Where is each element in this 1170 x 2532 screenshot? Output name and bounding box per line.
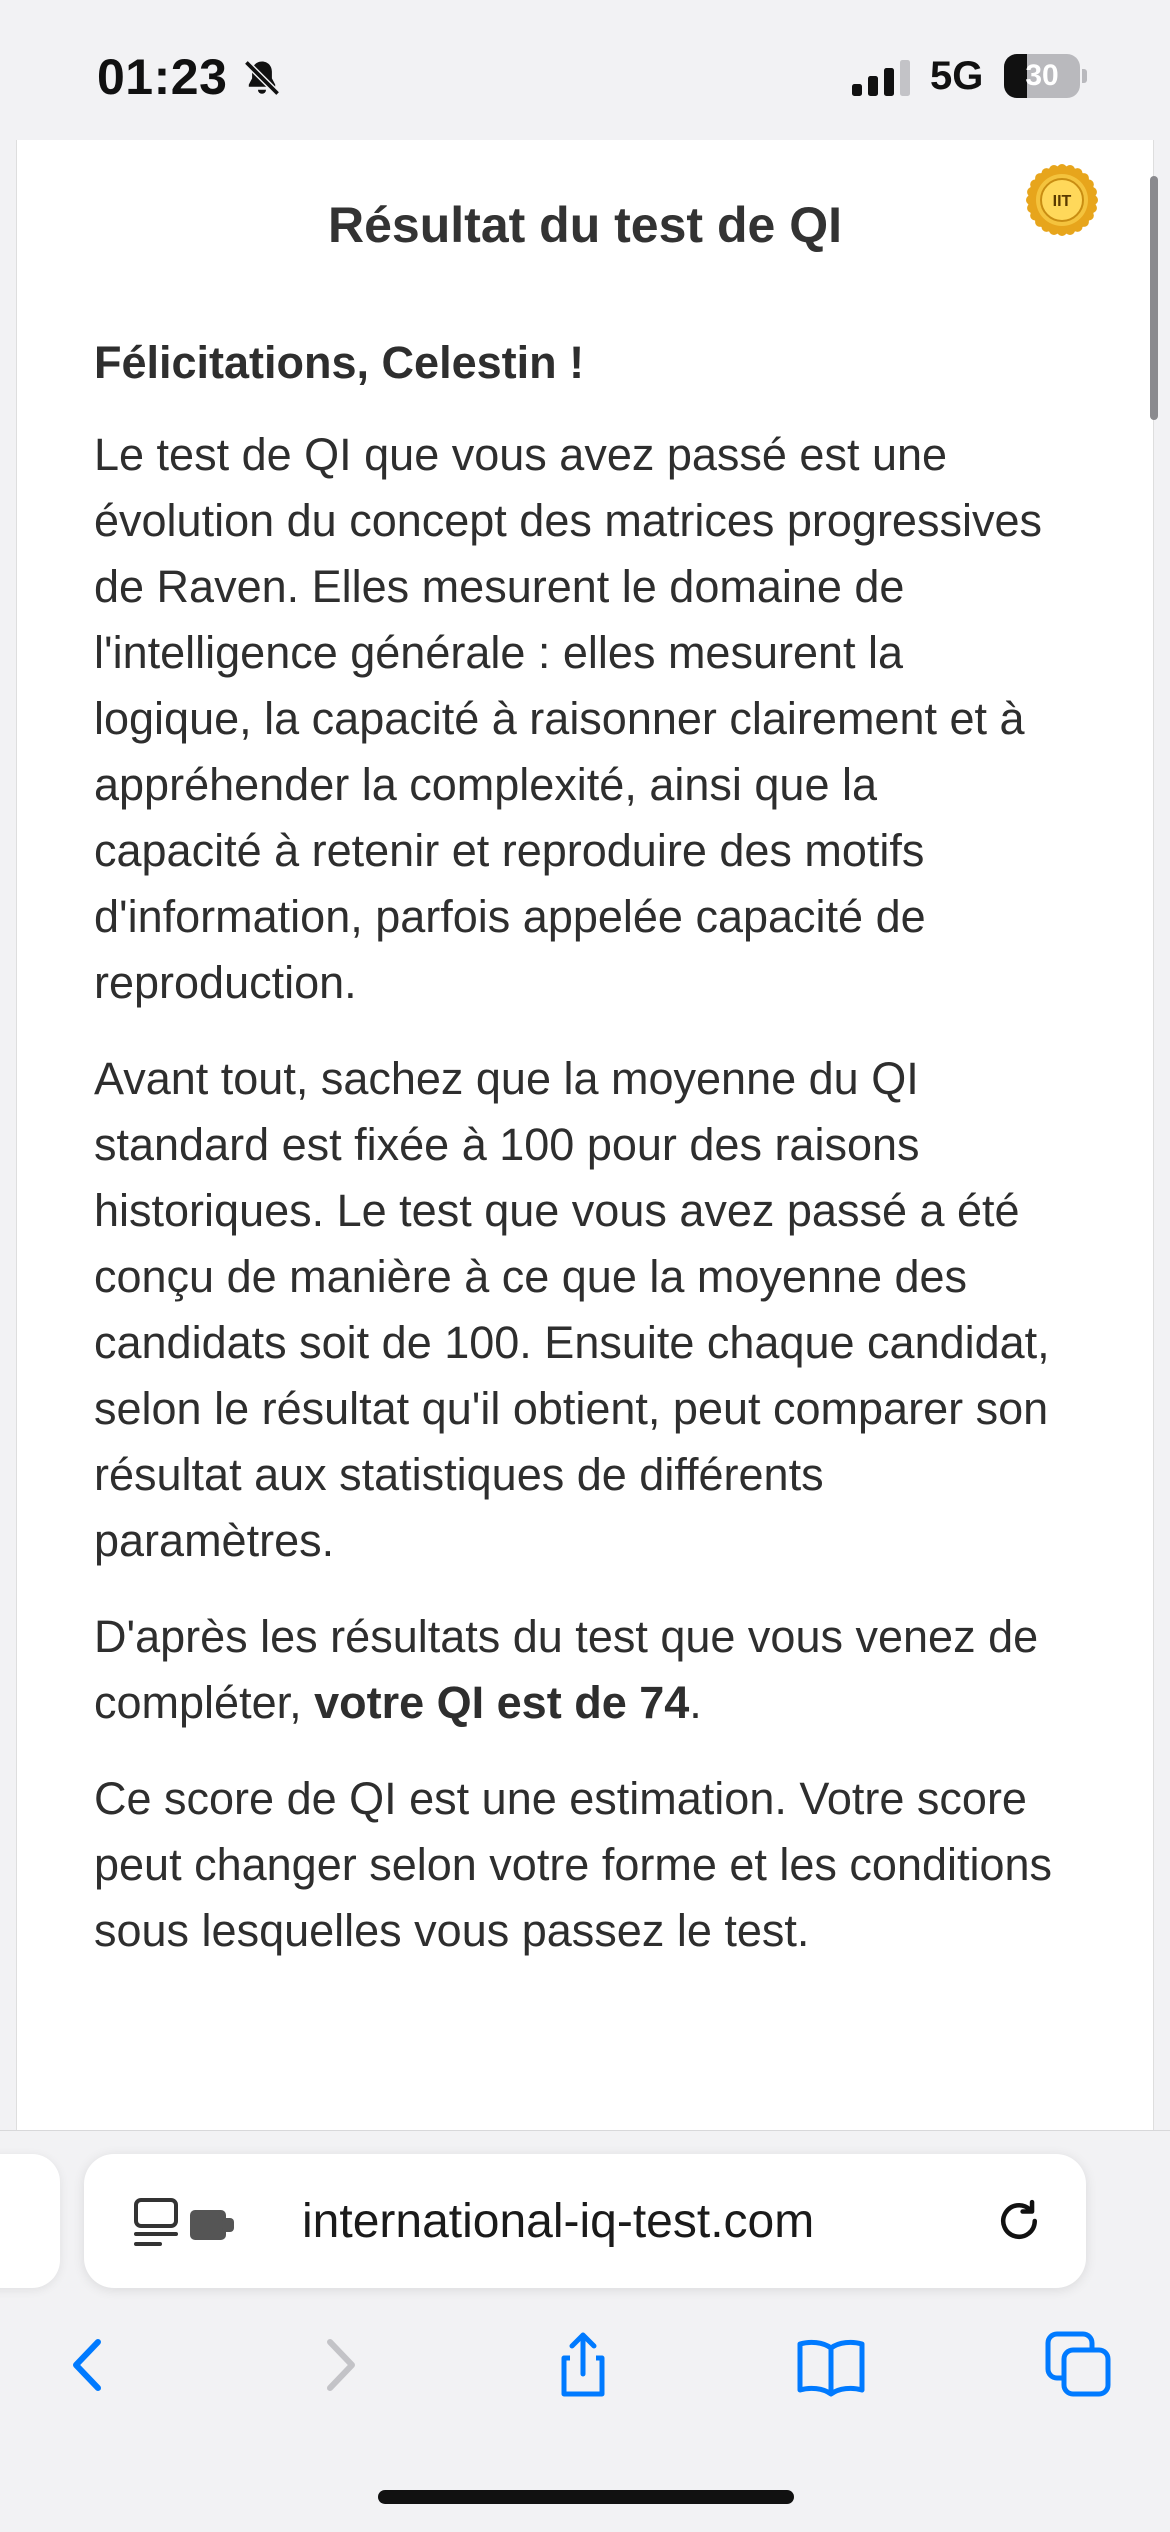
paragraph-raven: Le test de QI que vous avez passé est une évolution du concept des matrices progressives de Raven. Elles mesurent le domaine de l'intelligence générale : elles mesurent la logique, la capacité à raisonner clairement et à appréhender la complexité, ainsi que la capacité à retenir et reproduire des motifs d'information, parfois appelée capacité de reproduction.	[94, 429, 1042, 1008]
back-icon[interactable]	[54, 2330, 124, 2400]
score-suffix: .	[689, 1677, 702, 1728]
share-icon[interactable]	[548, 2330, 618, 2400]
bookmarks-icon[interactable]	[796, 2330, 866, 2400]
iq-score: votre QI est de 74	[314, 1677, 690, 1728]
status-bar	[0, 0, 1170, 140]
badge-text: IIT	[1052, 193, 1072, 210]
iit-badge-icon[interactable]	[1026, 164, 1098, 236]
address-bar[interactable]	[84, 2154, 1086, 2288]
tabs-icon[interactable]	[1044, 2330, 1114, 2400]
battery-icon	[1004, 54, 1086, 98]
forward-icon[interactable]	[304, 2330, 374, 2400]
previous-tab-peek[interactable]	[0, 2154, 60, 2288]
network-type: 5G	[930, 54, 984, 98]
paragraph-score	[94, 1604, 1054, 1736]
score-prefix: D'après les résultats du test que vous venez de compléter,	[94, 1611, 1039, 1728]
status-time: 01:23	[97, 49, 228, 105]
page-menu-icon[interactable]	[134, 2196, 238, 2248]
result-article	[94, 330, 1054, 1994]
greeting-heading: Félicitations, Celestin !	[94, 337, 585, 388]
battery-label: 30	[1025, 59, 1059, 92]
paragraph-estimate: Ce score de QI est une estimation. Votre score peut changer selon votre forme et les conditions sous lesquelles vous passez le test.	[94, 1773, 1053, 1956]
paragraph-average: Avant tout, sachez que la moyenne du QI standard est fixée à 100 pour des raisons historiques. Le test que vous avez passé a été conçu de manière à ce que la moyenne des candidats soit de 100. Ensuite chaque candidat, selon le résultat qu'il obtient, peut comparer son résultat aux statistiques de différents paramètres.	[94, 1053, 1050, 1566]
page-title: Résultat du test de QI	[328, 197, 842, 253]
bell-slash-icon	[240, 56, 284, 100]
url-text[interactable]: international-iq-test.com	[302, 2195, 815, 2248]
home-indicator	[378, 2490, 794, 2504]
reload-icon[interactable]	[992, 2194, 1046, 2248]
signal-bars-icon	[852, 60, 914, 96]
